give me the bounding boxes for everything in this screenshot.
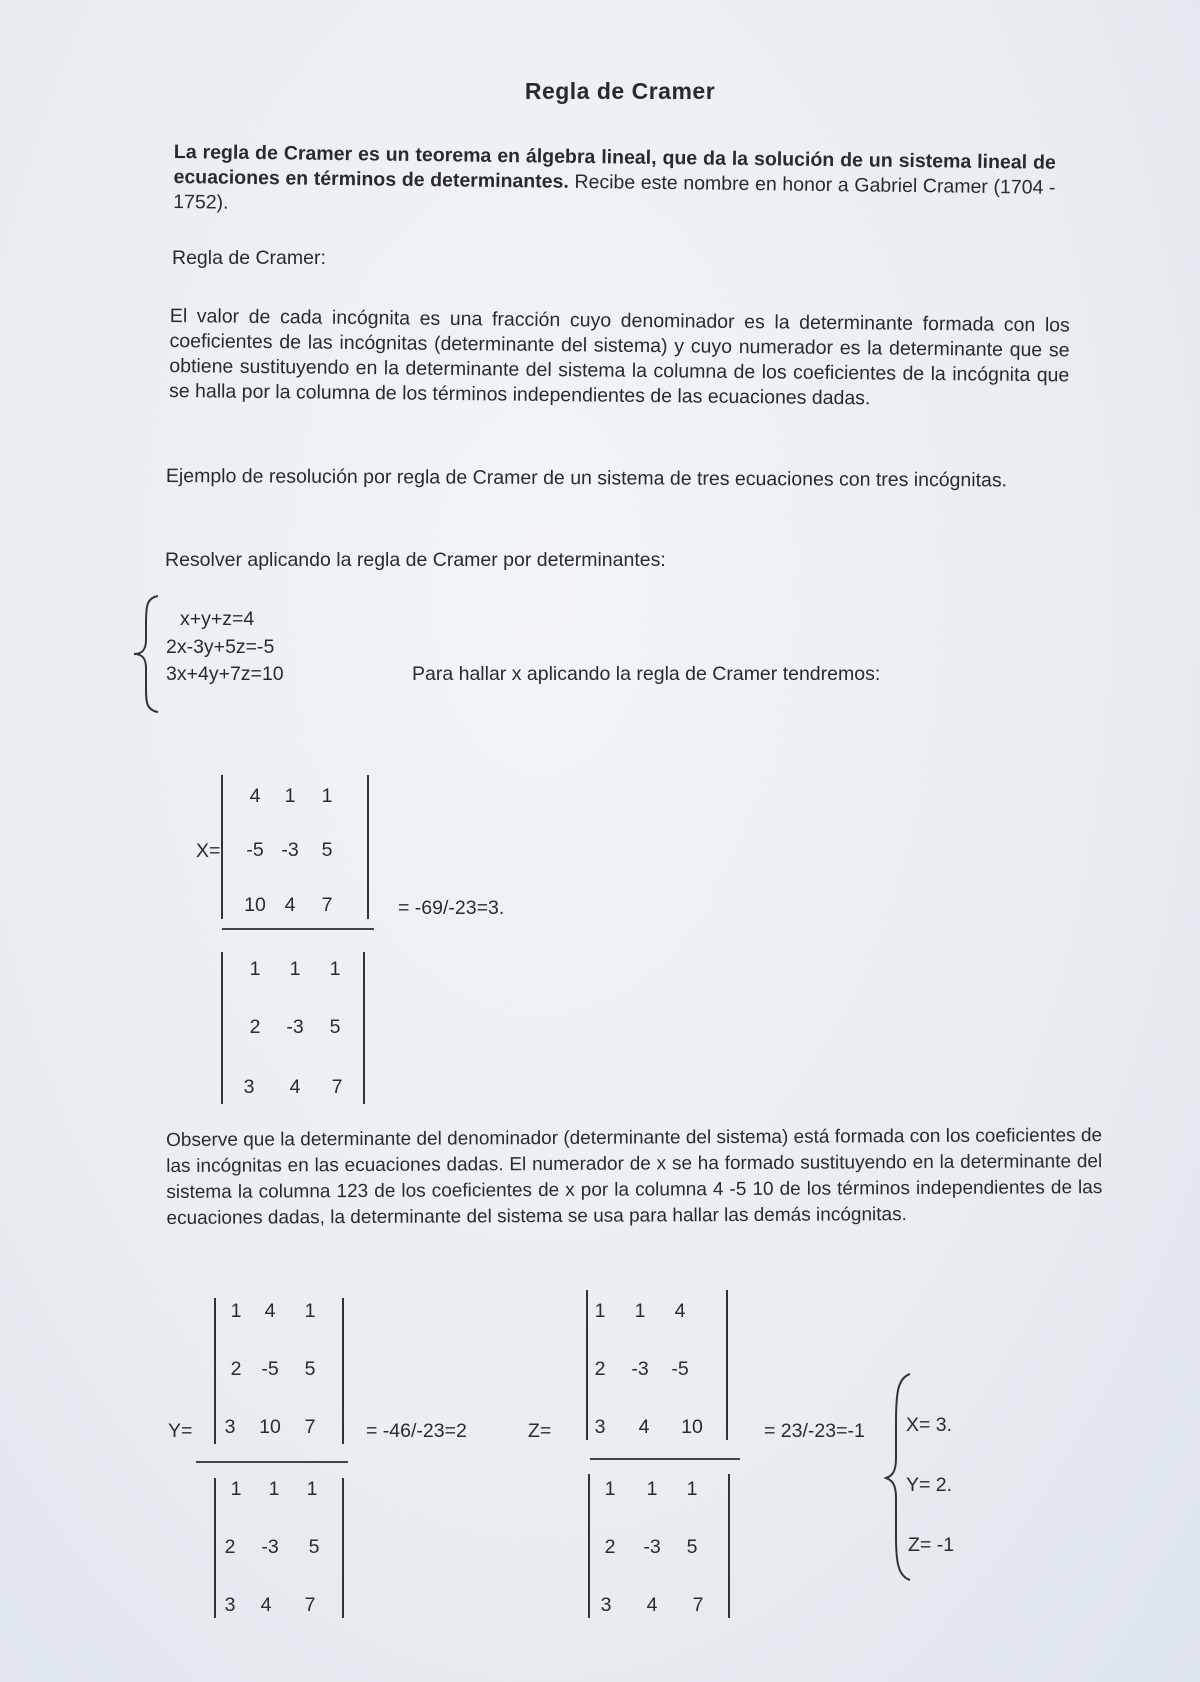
det-cell: 4	[249, 785, 261, 807]
det-cell: 1	[329, 958, 341, 980]
equation-2: 2x-3y+5z=-5	[166, 636, 275, 658]
det-cell: 1	[304, 1300, 316, 1322]
det-cell: 4	[646, 1594, 658, 1616]
det-cell: 1	[686, 1478, 698, 1500]
y-label: Y=	[168, 1420, 193, 1442]
det-cell: 7	[692, 1594, 704, 1616]
det-cell: -3	[261, 1536, 279, 1558]
det-cell: 1	[230, 1478, 242, 1500]
x-label: X=	[196, 840, 221, 862]
observation-paragraph: Observe que la determinante del denominador (determinante del sistema) está formada con los coeficientes de las incógnitas en las ecuaciones dadas. El numerador de x se ha formado sustituyendo en la determinante del sistema la columna 123 de los coeficientes de x por la columna 4 -5 10 de los términos independientes de las ecuaciones dadas, la determinante del sistema se usa para hallar las demás incógnitas.	[166, 1125, 1103, 1229]
det-cell: 1	[321, 785, 333, 807]
det-cell: 1	[306, 1478, 318, 1500]
det-cell: 5	[308, 1536, 320, 1558]
det-cell: 1	[604, 1478, 616, 1500]
det-cell: 5	[329, 1016, 341, 1038]
z-fraction-line	[590, 1458, 740, 1460]
det-cell: -5	[246, 839, 264, 861]
det-cell: 2	[594, 1358, 606, 1380]
left-brace-icon	[132, 594, 162, 714]
det-cell: 4	[289, 1076, 301, 1098]
x-result: = -69/-23=3.	[398, 897, 505, 919]
det-cell: 2	[230, 1358, 242, 1380]
det-cell: 4	[284, 894, 296, 916]
det-cell: 7	[304, 1594, 316, 1616]
equation-3: 3x+4y+7z=10	[166, 663, 284, 685]
z-numerator-determinant	[586, 1290, 728, 1440]
example-intro: Ejemplo de resolución por regla de Cramer de un sistema de tres ecuaciones con tres incógnitas.	[165, 465, 1008, 492]
det-cell: 2	[604, 1536, 616, 1558]
final-z: Z= -1	[908, 1534, 955, 1556]
final-x: X= 3.	[906, 1414, 953, 1436]
det-cell: 5	[304, 1358, 316, 1380]
equation-1: x+y+z=4	[180, 608, 255, 630]
det-cell: -3	[281, 839, 299, 861]
det-cell: 4	[674, 1300, 686, 1322]
det-cell: 5	[686, 1536, 698, 1558]
z-denominator-determinant	[588, 1474, 730, 1618]
det-cell: 1	[646, 1478, 658, 1500]
det-cell: 10	[244, 894, 266, 916]
final-y: Y= 2.	[906, 1474, 953, 1496]
y-denominator-determinant	[214, 1478, 344, 1618]
subtitle: Regla de Cramer:	[172, 247, 326, 269]
hallar-x-text: Para hallar x aplicando la regla de Cramer tendremos:	[412, 663, 881, 685]
det-cell: 3	[594, 1416, 606, 1438]
y-numerator-determinant	[214, 1298, 344, 1444]
resolver-text: Resolver aplicando la regla de Cramer por determinantes:	[165, 549, 666, 571]
det-cell: 1	[249, 958, 261, 980]
det-cell: 2	[249, 1016, 261, 1038]
det-cell: 10	[259, 1416, 281, 1438]
page-title: Regla de Cramer	[524, 78, 716, 104]
det-cell: 4	[264, 1300, 276, 1322]
det-cell: 5	[321, 839, 333, 861]
det-cell: 7	[321, 894, 333, 916]
x-fraction-line	[222, 928, 374, 930]
det-cell: 1	[230, 1300, 242, 1322]
det-cell: 2	[224, 1536, 236, 1558]
x-numerator-determinant	[221, 775, 369, 919]
det-cell: -3	[286, 1016, 304, 1038]
det-cell: 7	[331, 1076, 343, 1098]
det-cell: 1	[289, 958, 301, 980]
intro-bold-text: La regla de Cramer es un teorema en álgebra lineal, que da la solución de un sistema lineal de ecuaciones en términos de determinantes.	[173, 140, 1056, 193]
det-cell: 7	[304, 1416, 316, 1438]
det-cell: -5	[261, 1358, 279, 1380]
z-label: Z=	[528, 1420, 552, 1442]
x-denominator-determinant	[221, 952, 365, 1104]
det-cell: 10	[681, 1416, 703, 1438]
det-cell: 1	[634, 1300, 646, 1322]
det-cell: 1	[268, 1478, 280, 1500]
det-cell: 3	[600, 1594, 612, 1616]
det-cell: 3	[224, 1594, 236, 1616]
intro-rest-text: Recibe este nombre en honor a Gabriel Cramer (1704 - 1752).	[173, 170, 1056, 214]
det-cell: -5	[671, 1358, 689, 1380]
det-cell: 1	[594, 1300, 606, 1322]
intro-paragraph	[173, 140, 1056, 226]
det-cell: -3	[643, 1536, 661, 1558]
equation-system	[132, 594, 352, 714]
det-cell: 3	[243, 1076, 255, 1098]
z-result: = 23/-23=-1	[764, 1420, 865, 1442]
y-result: = -46/-23=2	[366, 1420, 467, 1442]
det-cell: 3	[224, 1416, 236, 1438]
det-cell: -3	[631, 1358, 649, 1380]
det-cell: 4	[260, 1594, 272, 1616]
det-cell: 4	[638, 1416, 650, 1438]
rule-paragraph: El valor de cada incógnita es una fracción cuyo denominador es la determinante formada con los coeficientes de las incógnitas (determinante del sistema) y cuyo numerador es la determinante que se obtiene sustituyendo en la determinante del sistema la columna de los coeficientes de la incógnita que se halla por la columna de los términos independientes de las ecuaciones dadas.	[168, 304, 1070, 410]
y-fraction-line	[196, 1461, 348, 1463]
det-cell: 1	[284, 785, 296, 807]
